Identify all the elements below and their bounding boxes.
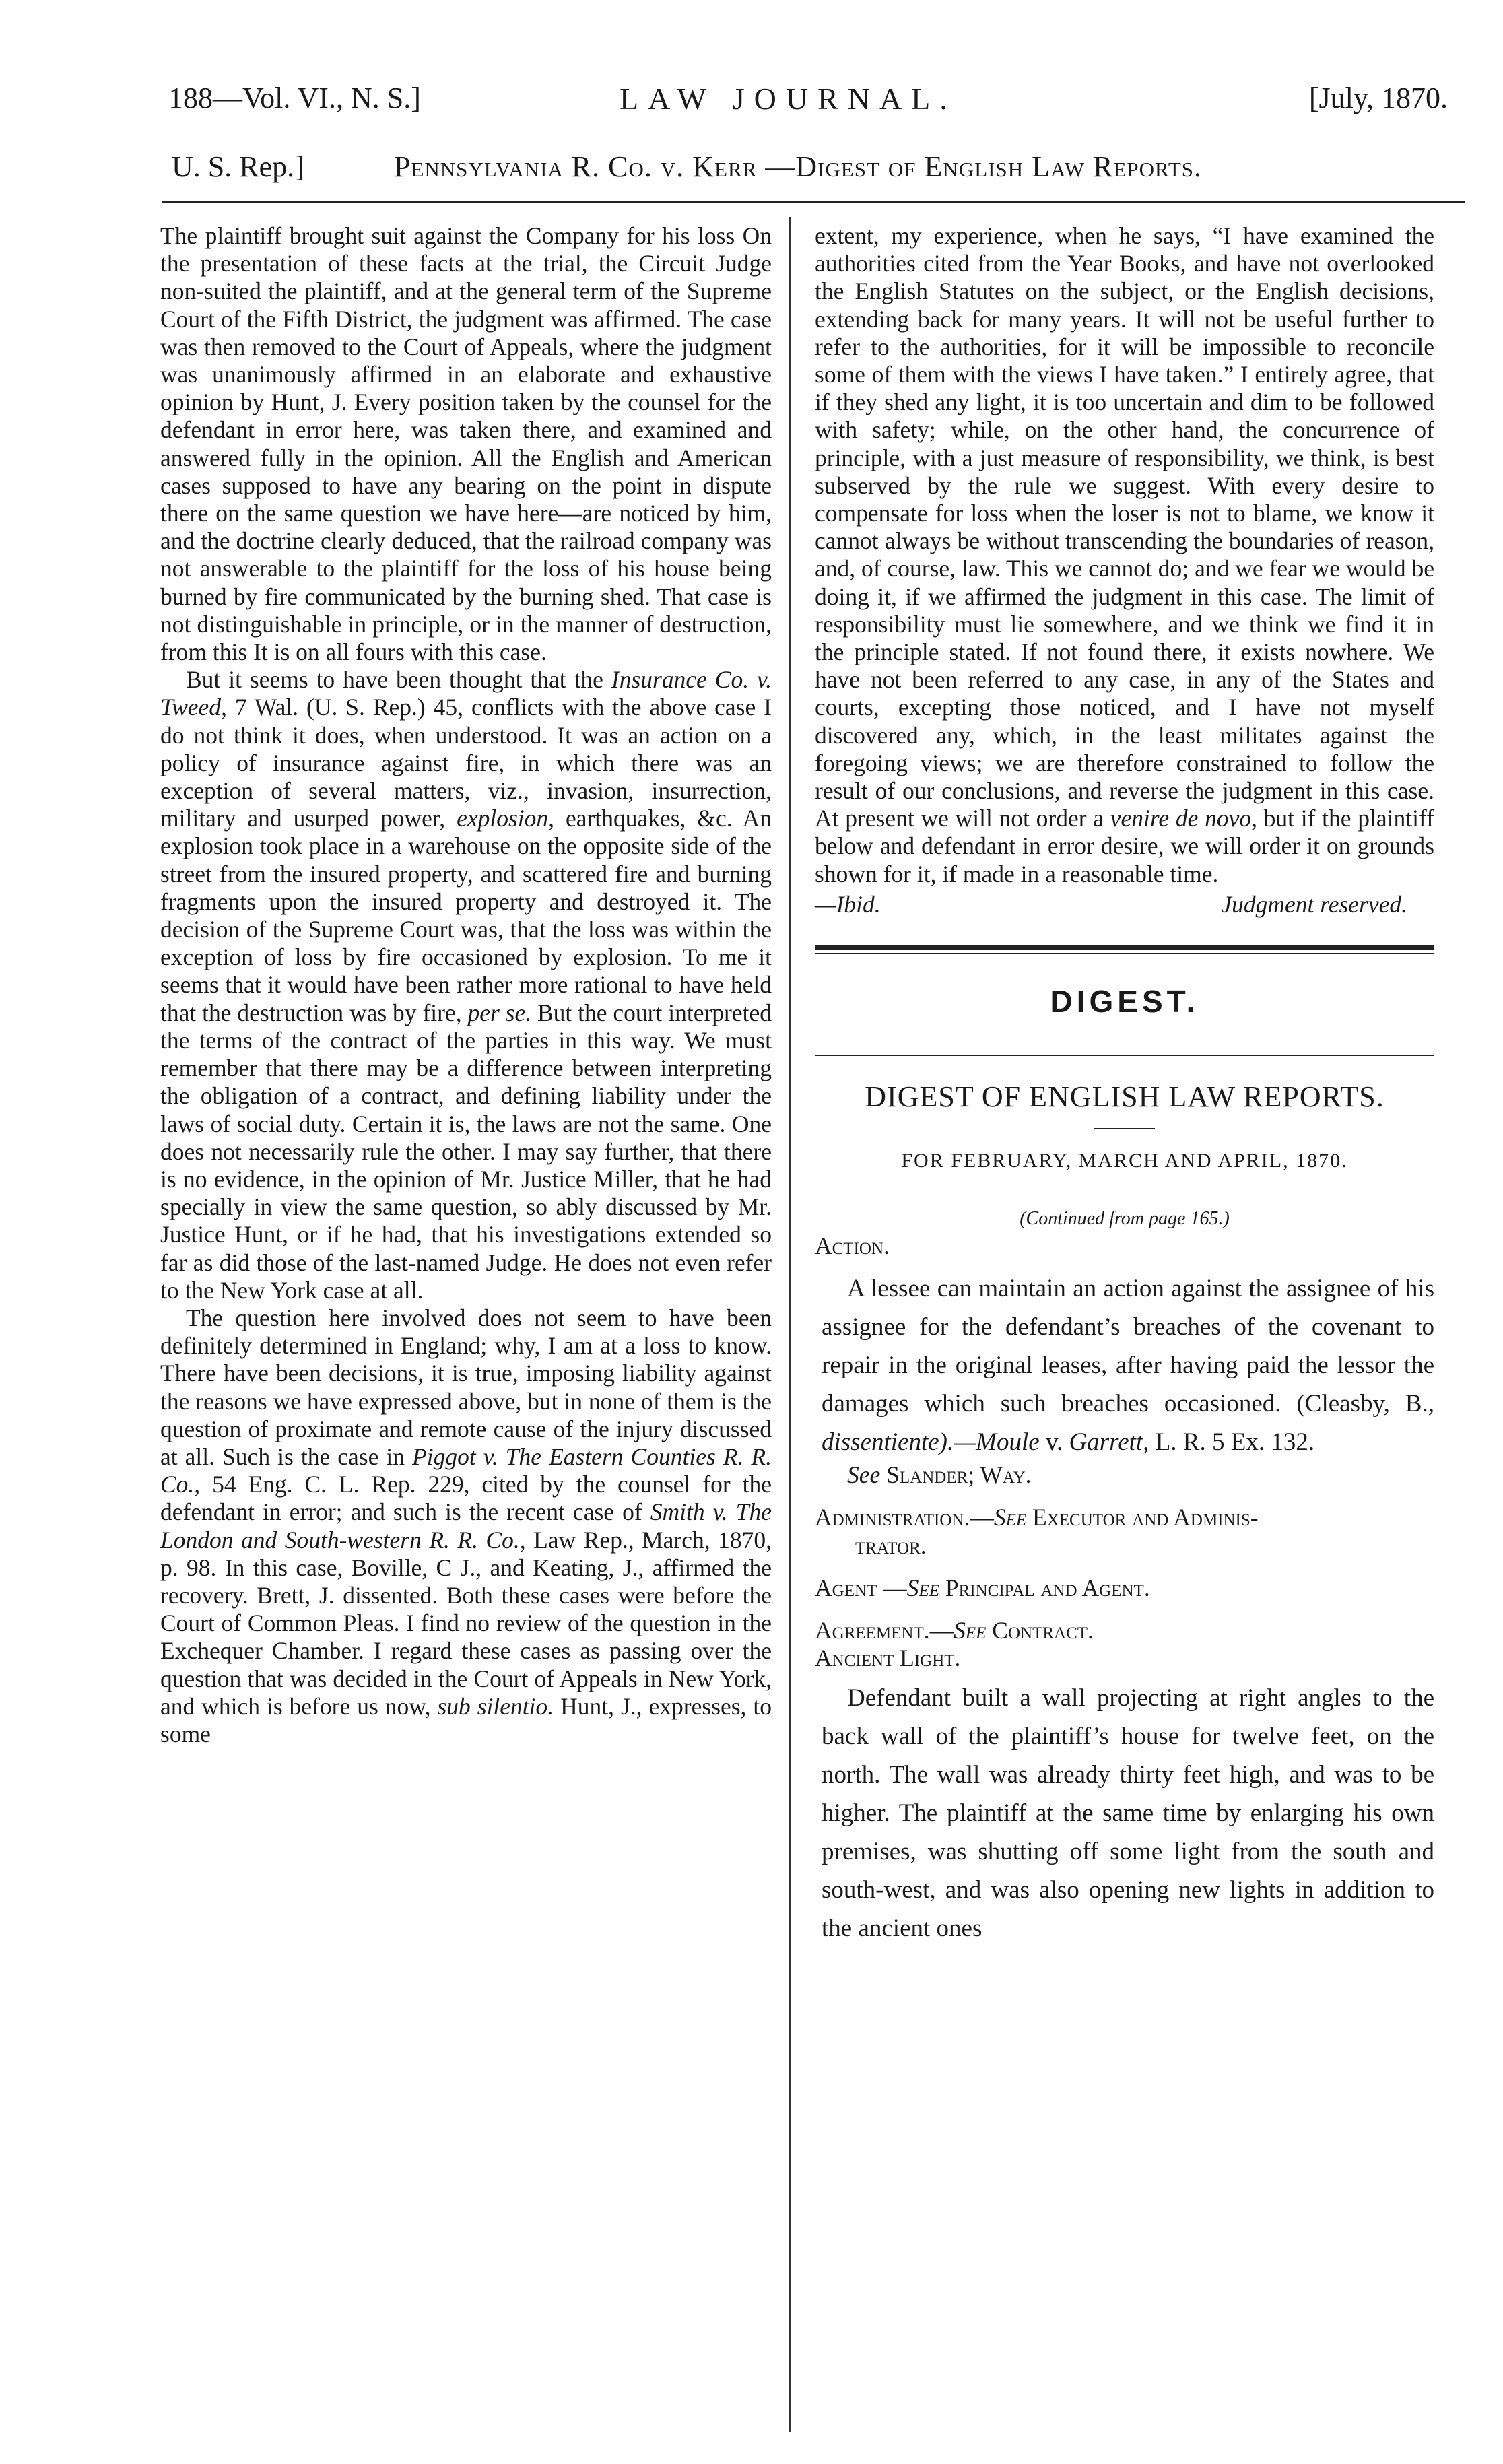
see-target: trator. <box>855 1531 927 1559</box>
text-run: Agent — <box>815 1574 907 1601</box>
opinion-paragraph-4 <box>815 222 1434 888</box>
digest-heading: DIGEST. <box>1050 984 1199 1020</box>
running-head-title: LAW JOURNAL. <box>620 81 957 116</box>
italic-term: per se. <box>467 999 532 1026</box>
header-rule <box>162 201 1465 203</box>
entry-ancient-light-head: Ancient Light. <box>815 1644 961 1672</box>
see-target: Principal and Agent. <box>939 1574 1150 1601</box>
text-run: Hunt, J., expresses, to some <box>160 1692 772 1747</box>
text-run: The question here involved does not seem to have been definitely determined in England; why, I am at a loss to know. There have been decisions, it is true, imposing liability against the reasons we have expressed above, but in none of them is the question of proximate and remote cause of the injury discussed at all. Such is the case in <box>160 1304 772 1470</box>
opinion-signoff <box>815 891 1434 919</box>
text-run: Law Rep., March, 1870, p. 98. In this case, Boville, C J., and Keating, J., affirmed the recovery. Brett, J. dissented. Both these cases were before the Court of Common Pleas. I find no review of the question in the Exchequer Chamber. I regard these cases as passing over the question that was decided in the Court of Appeals in New York, and which is before us now, <box>160 1526 772 1720</box>
case-citation: Smith v. The London and South-western R. R. Co., <box>160 1498 772 1554</box>
entry-action-see <box>815 1461 1434 1489</box>
case-citation: Insurance Co. v. Tweed, <box>160 666 772 721</box>
see-word: See <box>847 1461 881 1489</box>
column-divider <box>789 217 791 2432</box>
opinion-paragraph-3 <box>160 1304 772 1748</box>
section-head-case: Pennsylvania R. Co. v. Kerr —Digest of English Law Reports. <box>394 150 1203 183</box>
italic-term: sub silentio. <box>437 1692 554 1720</box>
see-word: See <box>993 1504 1027 1531</box>
see-target: Executor and Adminis- <box>1026 1504 1259 1531</box>
entry-action-body <box>815 1269 1434 1461</box>
digest-subtitle: DIGEST OF ENGLISH LAW REPORTS. <box>865 1080 1384 1114</box>
section-head-reporter: U. S. Rep.] <box>172 150 304 183</box>
text-run: extent, my experience, when he says, “I have examined the authorities cited from the Year Books, and have not overlooked the English Statutes on the subject, or the English decisions, extending back for many years. It will not be useful further to refer to the authorities, for it will be impossible to reconcile some of them with the views I have taken.” I entirely agree, that if they shed any light, it is too uncertain and dim to be followed with safety; while, on the other hand, the concurrence of principle, with a just measure of responsibility, we think, is best subserved by the rule we suggest. With every desire to compensate for loss when the loser is not to blame, we know it cannot always be without transcending the boundaries of reason, and, of course, law. This we cannot do; and we fear we would be doing it, if we affirmed the judgment in this case. The limit of responsibility must lie somewhere, and we think we find it in the principle stated. If not found there, it exists nowhere. We have not been referred to any case, in any of the States and courts, excepting those noticed, and I have not myself discovered any, which, in the least militates against the foregoing views; we are therefore constrained to follow the result of our conclusions, and reverse the judgment in this case. At present we will not order a <box>815 222 1434 832</box>
italic-term: dissentiente).—Moule <box>822 1428 1040 1457</box>
digest-thick-rule <box>815 945 1434 950</box>
see-target: Slander; Way. <box>880 1461 1032 1489</box>
running-head <box>168 81 1448 121</box>
italic-term: venire de novo, <box>1110 805 1257 832</box>
continued-note: (Continued from page 165.) <box>1020 1207 1230 1229</box>
entry-administration <box>815 1504 1434 1559</box>
text-run: L. R. 5 Ex. 132. <box>1149 1428 1315 1457</box>
digest-period: FOR FEBRUARY, MARCH AND APRIL, 1870. <box>901 1150 1348 1172</box>
opinion-paragraph-2 <box>160 666 772 1304</box>
running-head-date: [July, 1870. <box>1308 81 1448 114</box>
digest-heading-rule <box>815 1055 1434 1056</box>
left-column <box>160 222 772 1748</box>
text-run: but if the plaintiff below and defendant in error desire, we will order it on grounds shown for it, if made in a reasonable time. <box>815 805 1434 888</box>
case-citation: Garrett, <box>1069 1428 1149 1457</box>
ibid-label: —Ibid. <box>815 890 881 918</box>
text-run: A lessee can maintain an action against the assignee of his assignee for the defendant’s breaches of the covenant to repair in the original leases, after having paid the lessor the damages which such breaches occasioned. (Cleasby, B., <box>822 1275 1434 1418</box>
opinion-paragraph-1: The plaintiff brought suit against the Company for his loss On the presentation of these facts at the trial, the Circuit Judge non-suited the plaintiff, and at the general term of the Supreme Court of the Fifth District, the judgment was affirmed. The case was then removed to the Court of Appeals, where the judgment was unanimously affirmed in an elaborate and exhaustive opinion by Hunt, J. Every position taken by the counsel for the defendant in error here, was taken there, and examined and answered fully in the opinion. All the English and American cases supposed to have any bearing on the point in dispute there on the same question we have here—are noticed by him, and the doctrine clearly deduced, that the railroad company was not answerable to the plaintiff for the loss of his house being burned by fire communicated by the burning shed. That case is not distinguishable in principle, or in the manner of destruction, from this It is on all fours with this case. <box>160 222 772 666</box>
judgment-label: Judgment reserved. <box>1221 890 1407 918</box>
text-run: Agreement.— <box>815 1616 954 1644</box>
short-rule <box>1094 1128 1155 1129</box>
case-citation: Piggot v. The Eastern Counties R. R. Co., <box>160 1442 772 1498</box>
text-run: v. <box>1039 1428 1069 1457</box>
see-target: Contract. <box>986 1616 1094 1644</box>
entry-action-head: Action. <box>815 1232 890 1259</box>
text-run: But it seems to have been thought that the <box>186 666 611 694</box>
right-column <box>815 222 1434 1947</box>
text-run: But the court interpreted the terms of the contract of the parties in this way. We must remember that there may be a difference between interpreting the obligation of a contract, and defining liability under the laws of social duty. Certain it is, the laws are not the same. One does not necessarily rule the other. I may say further, that there is no evidence, in the opinion of Mr. Justice Miller, that he had specially in view the same question, so ably discussed by Mr. Justice Hunt, or if he had, that his investigations extended so far as did those of the last-named Judge. He does not even refer to the New York case at all. <box>160 999 772 1304</box>
text-run: 7 Wal. (U. S. Rep.) 45, conflicts with the above case I do not think it does, when understood. It was an action on a policy of insurance against fire, in which there was an exception of several matters, viz., invasion, insurrection, military and usurped power, <box>160 694 772 832</box>
text-run: 54 Eng. C. L. Rep. 229, cited by the counsel for the defendant in error; and such is the recent case of <box>160 1471 772 1526</box>
text-run: earthquakes, &c. An explosion took place in a warehouse on the opposite side of the street from the insured property, and scattered fire and burning fragments upon the insured property and destroyed it. The decision of the Supreme Court was, that the loss was within the exception of loss by fire occasioned by explosion. To me it seems that it would have been rather more rational to have held that the destruction was by fire, <box>160 805 772 1026</box>
see-word: See <box>954 1616 987 1644</box>
running-head-volume: 188—Vol. VI., N. S.] <box>168 81 421 114</box>
see-word: See <box>906 1574 939 1601</box>
entry-agent <box>815 1574 1434 1602</box>
text-run: Administration.— <box>815 1504 994 1531</box>
italic-term: explosion, <box>457 805 555 832</box>
entry-agreement <box>815 1617 1434 1644</box>
digest-thin-rule <box>815 953 1434 954</box>
entry-ancient-light-body: Defendant built a wall projecting at right angles to the back wall of the plaintiff’s house for twelve feet, on the north. The wall was already thirty feet high, and was to be higher. The plaintiff at the same time by enlarging his own premises, was shutting off some light from the south and south-west, and was also opening new lights in addition to the ancient ones <box>822 1684 1434 1943</box>
section-head <box>172 149 1451 190</box>
